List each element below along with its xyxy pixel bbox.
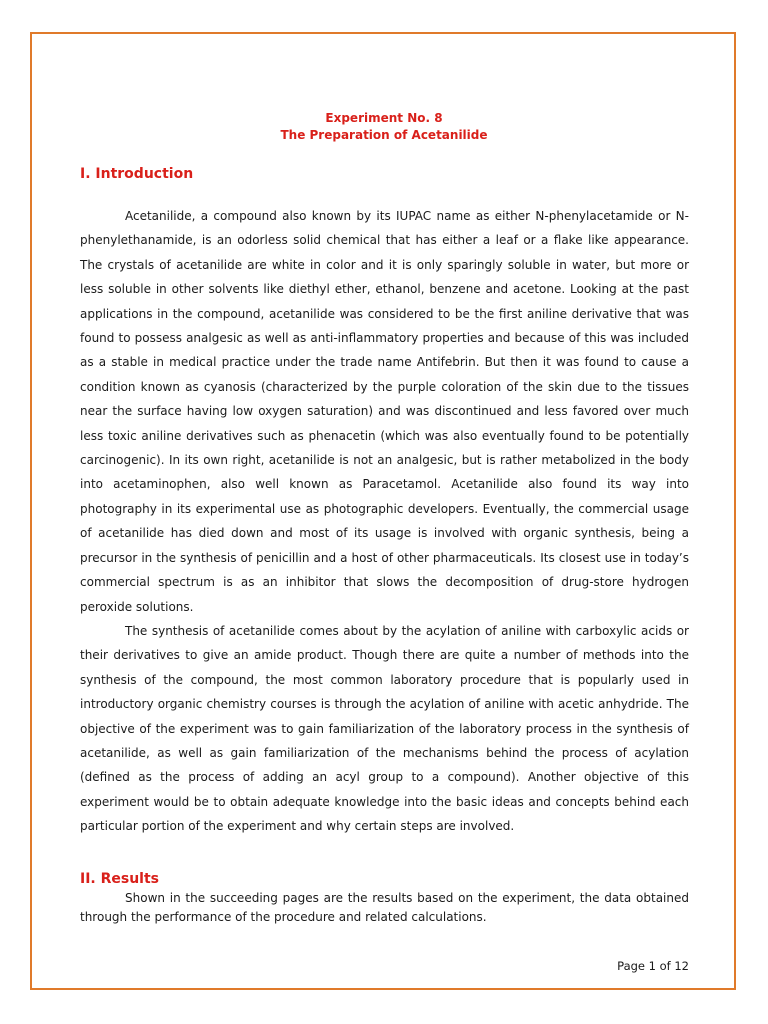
introduction-heading: I. Introduction xyxy=(80,166,194,182)
introduction-body xyxy=(80,204,689,839)
results-paragraph: Shown in the succeeding pages are the results based on the experiment, the data obtained through the performance of the procedure and related calculations. xyxy=(80,891,689,924)
document-title xyxy=(0,110,768,144)
experiment-title: The Preparation of Acetanilide xyxy=(280,128,488,142)
results-heading: II. Results xyxy=(80,871,160,887)
experiment-number: Experiment No. 8 xyxy=(325,111,443,125)
results-body xyxy=(80,889,689,927)
introduction-paragraph-2: The synthesis of acetanilide comes about by the acylation of aniline with carboxylic acids or their derivatives to give an amide product. Though there are quite a number of methods into the synthesis of the compound, the most common laboratory procedure that is popularly used in introductory organic chemistry courses is through the acylation of aniline with acetic anhydride. The objective of the experiment was to gain familiarization of the laboratory process in the synthesis of acetanilide, as well as gain familiarization of the mechanisms behind the process of acylation (defined as the process of adding an acyl group to a compound). Another objective of this experiment would be to obtain adequate knowledge into the basic ideas and concepts behind each particular portion of the experiment and why certain steps are involved. xyxy=(80,623,689,834)
page-number: Page 1 of 12 xyxy=(617,959,689,973)
introduction-paragraph-1: Acetanilide, a compound also known by its IUPAC name as either N-phenylacetamide or N-phenylethanamide, is an odorless solid chemical that has either a leaf or a flake like appearance. The crystals of acetanilide are white in color and it is only sparingly soluble in water, but more or less soluble in other solvents like diethyl ether, ethanol, benzene and acetone. Looking at the past applications in the compound, acetanilide was considered to be the first aniline derivative that was found to possess analgesic as well as anti-inflammatory properties and because of this was included as a stable in medical practice under the trade name Antifebrin. But then it was found to cause a condition known as cyanosis (characterized by the purple coloration of the skin due to the tissues near the surface having low oxygen saturation) and was discontinued and less favored over much less toxic aniline derivatives such as phenacetin (which was also eventually found to be potentially carcinogenic). In its own right, acetanilide is not an analgesic, but is rather metabolized in the body into acetaminophen, also well known as Paracetamol. Acetanilide also found its way into photography in its experimental use as photographic developers. Eventually, the commercial usage of acetanilide has died down and most of its usage is involved with organic synthesis, being a precursor in the synthesis of penicillin and a host of other pharmaceuticals. Its closest use in today’s commercial spectrum is as an inhibitor that slows the decomposition of drug-store hydrogen peroxide solutions. xyxy=(80,209,689,614)
